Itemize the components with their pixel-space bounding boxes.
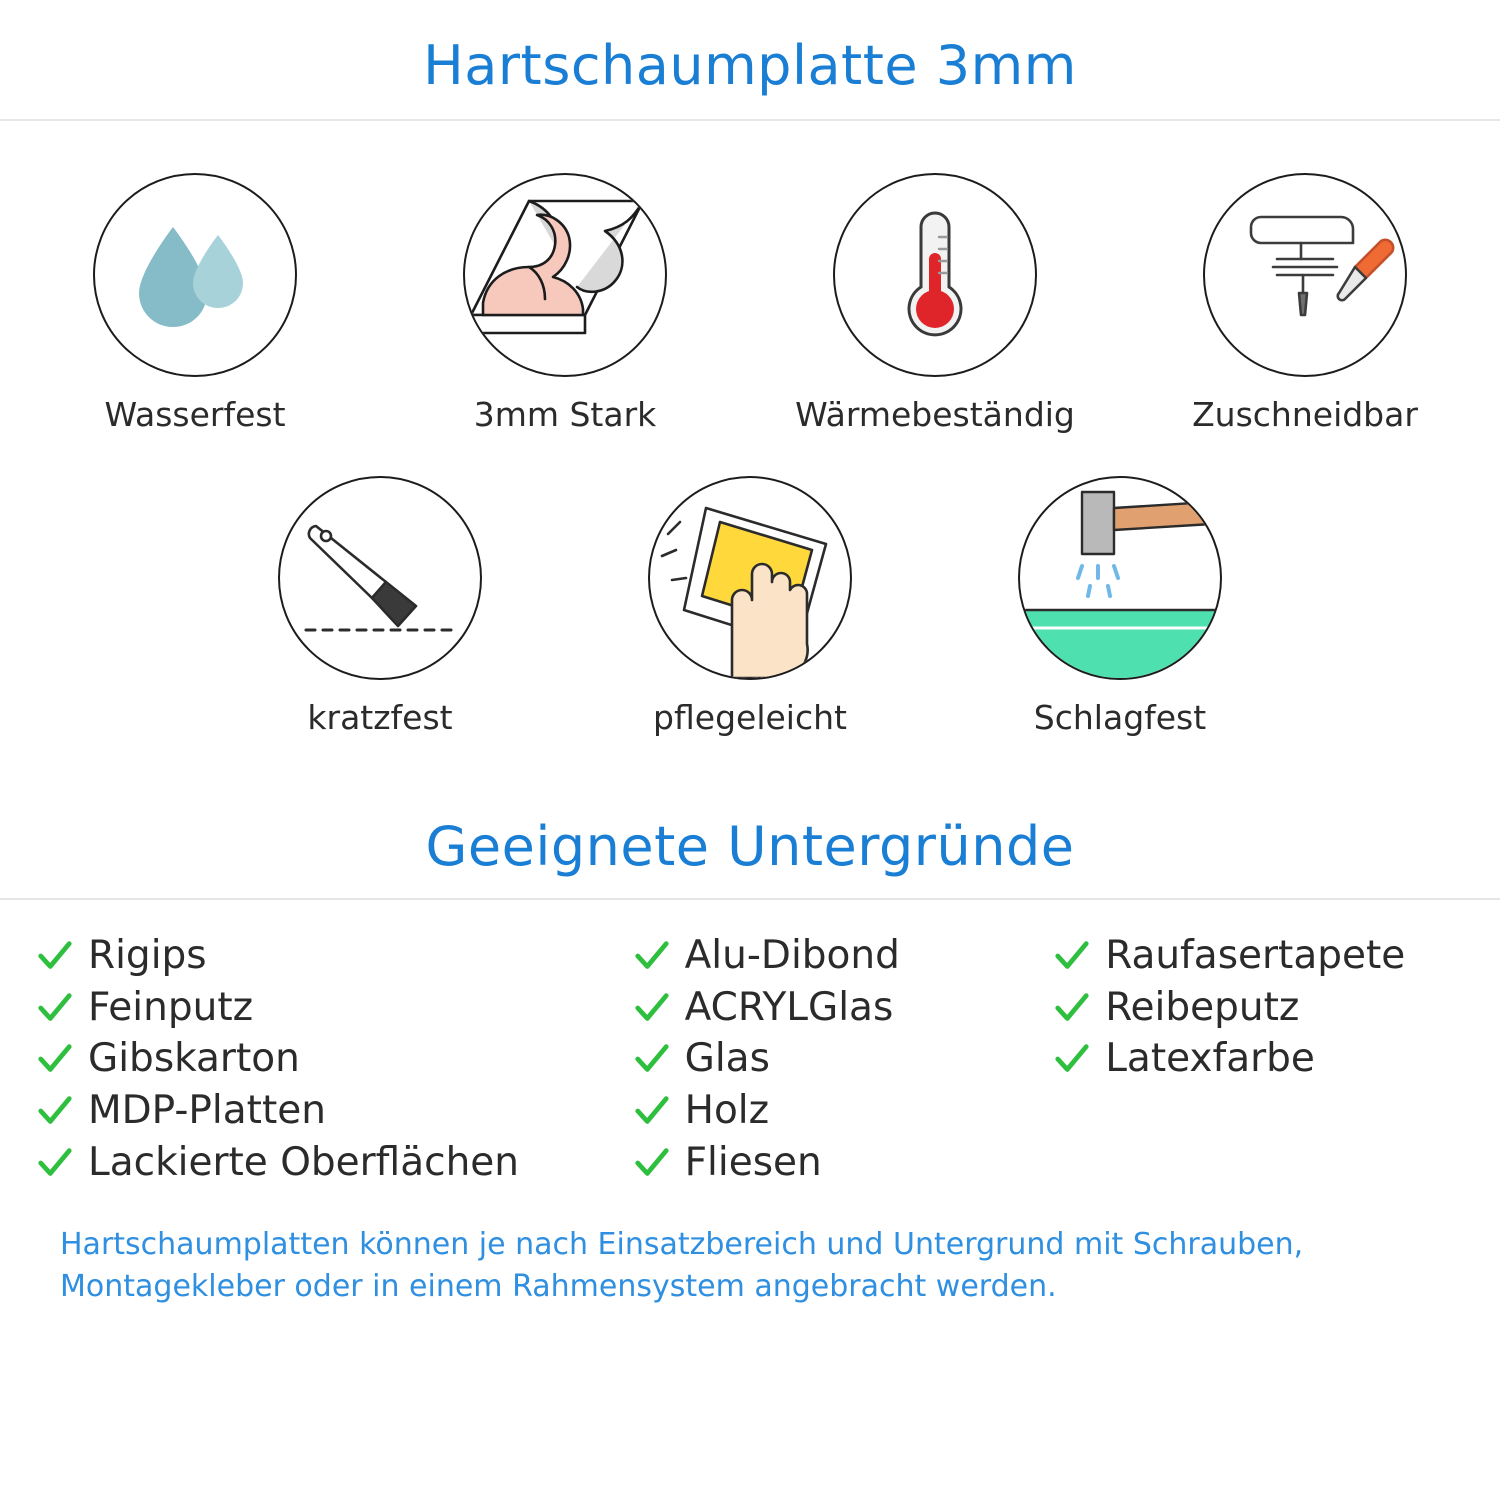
feature-label: 3mm Stark xyxy=(473,395,657,434)
list-item xyxy=(633,1037,1054,1081)
list-item-label: Lackierte Oberflächen xyxy=(88,1139,520,1185)
check-icon xyxy=(633,1144,671,1182)
check-icon xyxy=(36,1144,74,1182)
list-item-label: Fliesen xyxy=(684,1139,822,1185)
check-icon xyxy=(36,1092,74,1130)
list-item xyxy=(36,1141,633,1185)
feature-icon-circle xyxy=(1018,476,1222,680)
check-icon xyxy=(633,937,671,975)
knife-scratch-icon xyxy=(280,478,480,678)
features-section xyxy=(0,121,1500,737)
feature-icon-circle xyxy=(93,173,297,377)
substrates-column-1 xyxy=(36,934,633,1184)
list-item xyxy=(633,934,1054,978)
list-item xyxy=(633,1089,1054,1133)
list-item xyxy=(1053,934,1464,978)
feature-label: Zuschneidbar xyxy=(1192,395,1418,434)
footnote-text: Hartschaumplatten können je nach Einsatzbereich und Untergrund mit Schrauben, Montagekleber oder in einem Rahmensystem angebracht werden. xyxy=(60,1227,1304,1305)
header-section xyxy=(0,0,1500,121)
substrates-section xyxy=(0,900,1500,1184)
list-item xyxy=(36,934,633,978)
feature-label: Wasserfest xyxy=(104,395,286,434)
feature-icon-circle xyxy=(463,173,667,377)
check-icon xyxy=(1053,1040,1091,1078)
page-title: Hartschaumplatte 3mm xyxy=(423,34,1077,97)
substrates-title: Geeignete Untergründe xyxy=(425,815,1075,878)
feature-icon-circle xyxy=(278,476,482,680)
list-item-label: Glas xyxy=(684,1036,770,1082)
list-item-label: Holz xyxy=(684,1088,770,1134)
list-item-label: Alu-Dibond xyxy=(684,933,900,978)
feature-row-2 xyxy=(0,476,1500,737)
list-item xyxy=(1053,986,1464,1030)
thermometer-icon xyxy=(835,175,1035,375)
list-item-label: Latexfarbe xyxy=(1105,1036,1315,1082)
check-icon xyxy=(633,1040,671,1078)
list-item xyxy=(36,1037,633,1081)
check-icon xyxy=(36,1040,74,1078)
check-icon xyxy=(1053,937,1091,975)
hammer-impact-icon xyxy=(1020,478,1220,678)
check-icon xyxy=(633,1092,671,1130)
list-item xyxy=(1053,1037,1464,1081)
feature-zuschneidbar xyxy=(1175,173,1435,434)
list-item-label: Feinputz xyxy=(88,984,254,1030)
substrates-header-section xyxy=(0,737,1500,900)
feature-waermebestaendig xyxy=(795,173,1075,434)
hand-cloth-icon xyxy=(650,478,850,678)
list-item xyxy=(633,986,1054,1030)
substrates-column-2 xyxy=(633,934,1054,1184)
feature-pflegeleicht xyxy=(620,476,880,737)
flexing-arm-icon xyxy=(465,175,665,375)
feature-row-1 xyxy=(0,173,1500,434)
feature-icon-circle xyxy=(833,173,1037,377)
feature-label: kratzfest xyxy=(307,698,453,737)
feature-schlagfest xyxy=(990,476,1250,737)
list-item-label: Reibeputz xyxy=(1105,984,1300,1030)
list-item xyxy=(633,1141,1054,1185)
feature-icon-circle xyxy=(648,476,852,680)
list-item-label: Rigips xyxy=(88,933,207,978)
jigsaw-cutter-icon xyxy=(1205,175,1405,375)
check-icon xyxy=(36,989,74,1027)
check-icon xyxy=(36,937,74,975)
list-item-label: Raufasertapete xyxy=(1105,933,1406,978)
substrates-column-3 xyxy=(1053,934,1464,1184)
feature-label: pflegeleicht xyxy=(653,698,847,737)
feature-wasserfest xyxy=(65,173,325,434)
list-item xyxy=(36,1089,633,1133)
check-icon xyxy=(633,989,671,1027)
list-item-label: Gibskarton xyxy=(88,1036,300,1082)
water-drops-icon xyxy=(95,175,295,375)
list-item xyxy=(36,986,633,1030)
feature-icon-circle xyxy=(1203,173,1407,377)
list-item-label: ACRYLGlas xyxy=(684,984,894,1030)
feature-label: Schlagfest xyxy=(1033,698,1207,737)
check-icon xyxy=(1053,989,1091,1027)
list-item-label: MDP-Platten xyxy=(88,1088,326,1134)
feature-3mm-stark xyxy=(435,173,695,434)
feature-kratzfest xyxy=(250,476,510,737)
feature-label: Wärmebeständig xyxy=(795,395,1075,434)
